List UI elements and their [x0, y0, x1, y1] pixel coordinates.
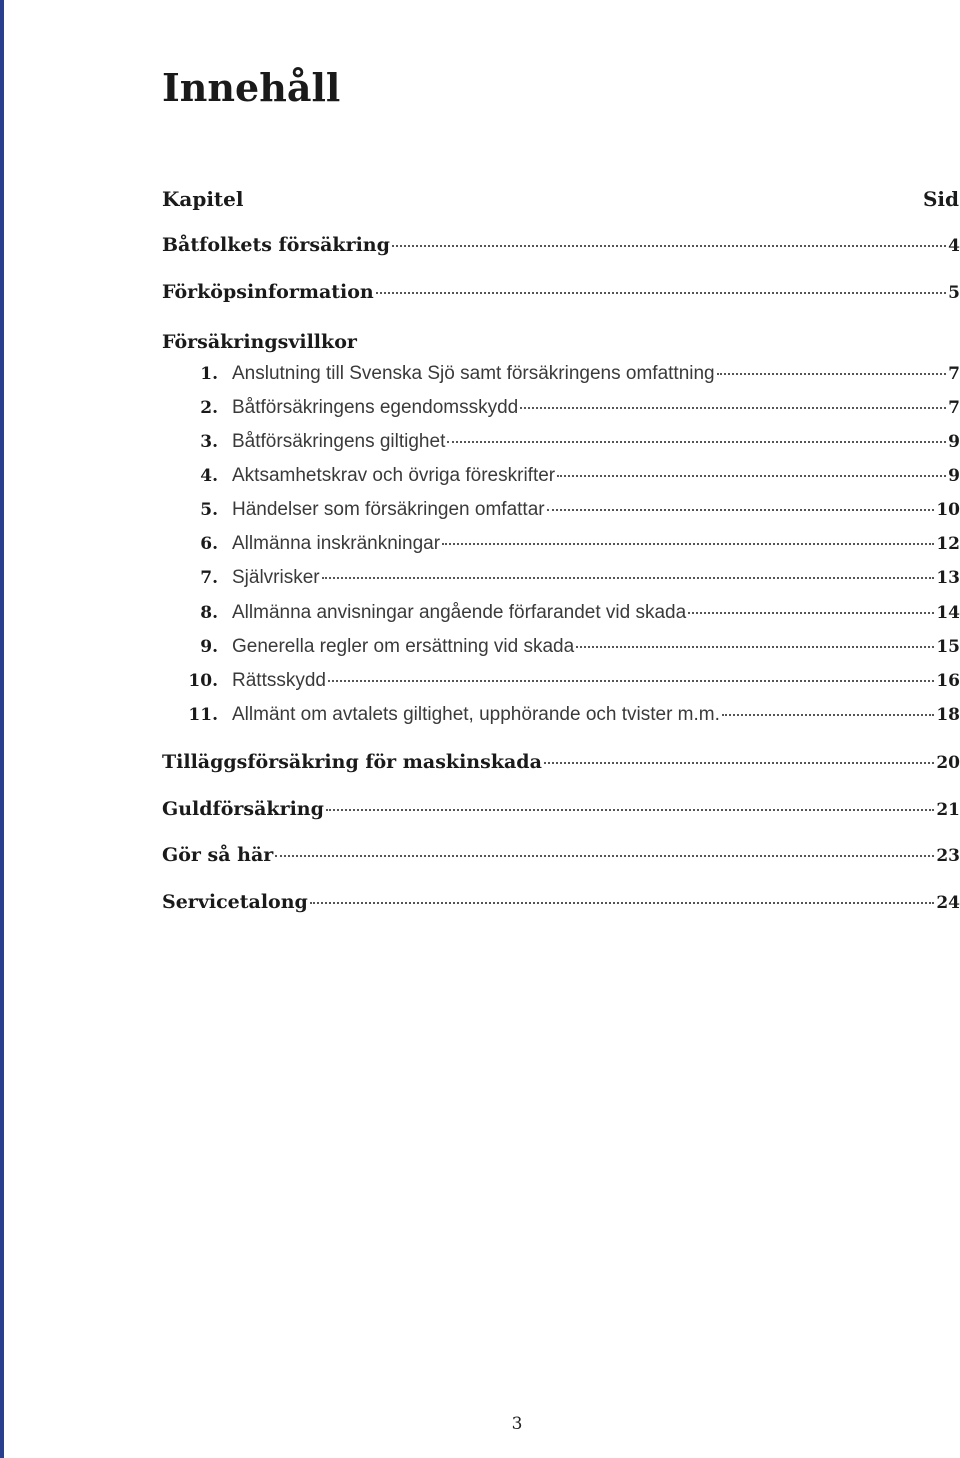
column-header-page: Sid	[922, 187, 959, 211]
toc-entry-guldforsakring[interactable]	[162, 798, 960, 828]
page-title: Innehåll	[162, 65, 341, 110]
toc-entry-label: Gör så här	[162, 844, 274, 866]
dot-leader	[544, 761, 934, 764]
dot-leader	[688, 611, 934, 614]
toc-entry-servicetalong[interactable]	[162, 891, 960, 921]
dot-leader	[328, 679, 934, 682]
toc-subentry-number: 1.	[200, 364, 218, 384]
section-heading-forsakringsvillkor: Försäkringsvillkor	[162, 331, 357, 353]
toc-entry-label: Båtfolkets försäkring	[162, 234, 390, 256]
toc-subentry-page: 15	[936, 637, 960, 657]
toc-subentry-page: 7	[948, 398, 960, 418]
toc-subentry-label: Båtförsäkringens giltighet	[232, 431, 446, 452]
toc-subentry[interactable]	[162, 533, 960, 561]
dot-leader	[310, 901, 935, 904]
toc-subentry[interactable]	[162, 567, 960, 595]
toc-entry-page: 5	[948, 283, 960, 303]
toc-subentry-number: 2.	[200, 398, 218, 418]
toc-subentry-label: Aktsamhetskrav och övriga föreskrifter	[232, 465, 556, 486]
toc-subentry-number: 7.	[200, 568, 218, 588]
toc-entry-label: Servicetalong	[162, 891, 308, 913]
toc-subentry[interactable]	[162, 704, 960, 732]
toc-subentry[interactable]	[162, 363, 960, 391]
toc-entry-label: Förköpsinformation	[162, 281, 374, 303]
toc-subentry-number: 10.	[188, 671, 218, 691]
dot-leader	[326, 808, 934, 811]
toc-subentry[interactable]	[162, 602, 960, 630]
page-number: 3	[511, 1414, 523, 1434]
toc-subentry-page: 18	[936, 705, 960, 725]
toc-entry-page: 24	[936, 893, 960, 913]
toc-subentry-label: Rättsskydd	[232, 670, 326, 691]
toc-subentry-number: 11.	[188, 705, 218, 725]
toc-subentry-page: 7	[948, 364, 960, 384]
toc-subentry-label: Generella regler om ersättning vid skada	[232, 636, 575, 657]
toc-subentry-label: Händelser som försäkringen omfattar	[232, 499, 545, 520]
toc-entry-batfolkets-forsakring[interactable]	[162, 234, 960, 264]
toc-subentry-label: Självrisker	[232, 567, 320, 588]
toc-subentry-page: 12	[936, 534, 960, 554]
dot-leader	[557, 474, 946, 477]
toc-subentry-page: 9	[948, 466, 960, 486]
dot-leader	[717, 372, 947, 375]
toc-subentry-number: 3.	[200, 432, 218, 452]
toc-subentry-page: 9	[948, 432, 960, 452]
toc-subentry[interactable]	[162, 431, 960, 459]
dot-leader	[447, 440, 946, 443]
toc-subentry-label: Allmänna inskränkningar	[232, 533, 441, 554]
toc-subentry[interactable]	[162, 636, 960, 664]
toc-entry-forkopsinformation[interactable]	[162, 281, 960, 311]
dot-leader	[547, 508, 935, 511]
dot-leader	[322, 576, 935, 579]
toc-subentry-number: 8.	[200, 603, 218, 623]
column-header-chapter: Kapitel	[162, 187, 244, 211]
toc-subentry-page: 13	[936, 568, 960, 588]
toc-entry-label: Guldförsäkring	[162, 798, 324, 820]
toc-subentry-label: Allmänna anvisningar angående förfarandet vid skada	[232, 602, 687, 623]
page-edge-bar	[0, 0, 4, 1458]
toc-subentry-label: Båtförsäkringens egendomsskydd	[232, 397, 519, 418]
toc-subentry-number: 9.	[200, 637, 218, 657]
toc-subentry-number: 5.	[200, 500, 218, 520]
toc-subentry-label: Allmänt om avtalets giltighet, upphörande och tvister m.m.	[232, 704, 720, 725]
dot-leader	[275, 854, 934, 857]
toc-subentry-number: 6.	[200, 534, 218, 554]
toc-subentry-page: 16	[936, 671, 960, 691]
toc-subentry[interactable]	[162, 499, 960, 527]
dot-leader	[442, 542, 934, 545]
toc-entry-gor-sa-har[interactable]	[162, 844, 960, 874]
toc-entry-page: 4	[948, 236, 960, 256]
dot-leader	[576, 645, 934, 648]
toc-entry-tillaggsforsakring[interactable]	[162, 751, 960, 781]
dot-leader	[392, 244, 946, 247]
toc-subentry-label: Anslutning till Svenska Sjö samt försäkringens omfattning	[232, 363, 715, 384]
dot-leader	[722, 713, 934, 716]
toc-entry-label: Tilläggsförsäkring för maskinskada	[162, 751, 542, 773]
toc-entry-page: 23	[936, 846, 960, 866]
dot-leader	[520, 406, 946, 409]
toc-entry-page: 20	[936, 753, 960, 773]
toc-subentry[interactable]	[162, 397, 960, 425]
toc-entry-page: 21	[936, 800, 960, 820]
toc-subentry-page: 10	[936, 500, 960, 520]
toc-subentry-number: 4.	[200, 466, 218, 486]
dot-leader	[376, 291, 946, 294]
toc-subentry-page: 14	[936, 603, 960, 623]
toc-subentry[interactable]	[162, 465, 960, 493]
toc-subentry[interactable]	[162, 670, 960, 698]
